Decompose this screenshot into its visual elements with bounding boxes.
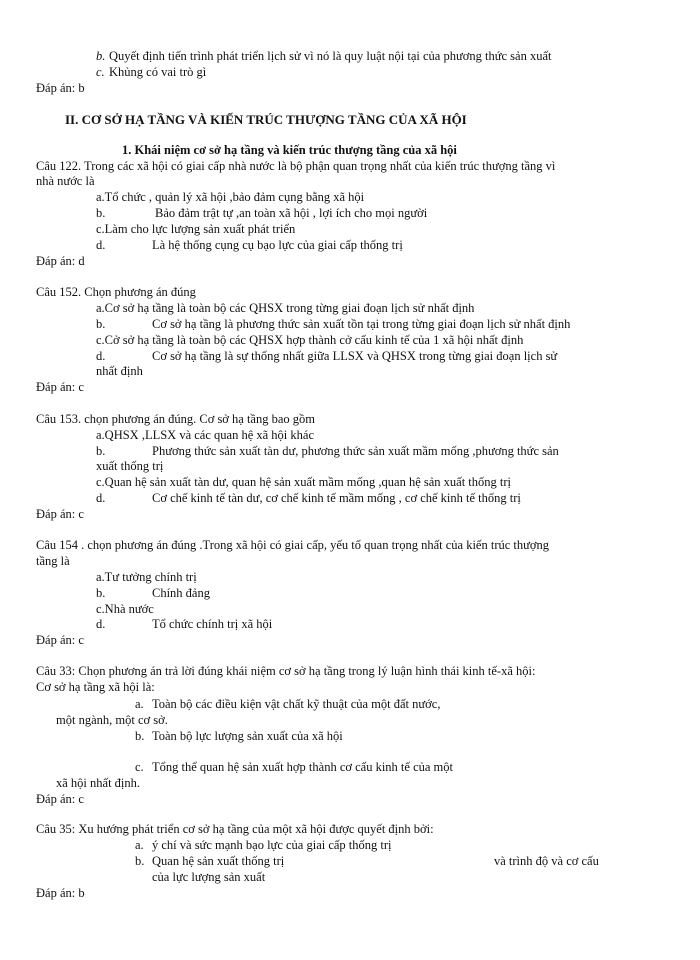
q152-stem: Câu 152. Chọn phương án đúng [36, 285, 196, 299]
q35-option-b: Quan hệ sản xuất thống trị [152, 854, 285, 868]
q152-option-d-cont: nhất định [96, 364, 143, 378]
top-option-b: Quyết định tiến trình phát triển lịch sử vì nó là quy luật nội tại của phương thức sản xuất [109, 49, 552, 63]
q122-option-d-label: d. [96, 238, 106, 252]
q33-option-c-cont: xã hội nhất định. [56, 776, 141, 790]
q122-stem-cont: nhà nước là [36, 174, 95, 188]
q33-option-c: Tổng thể quan hệ sản xuất hợp thành cơ cấu kinh tế của một [152, 760, 453, 774]
q152-option-d: Cơ sở hạ tầng là sự thống nhất giữa LLSX và QHSX trong từng giai đoạn lịch sử [152, 349, 558, 363]
q154-answer: Đáp án: c [36, 633, 84, 647]
q33-option-a: Toàn bộ các điều kiện vật chất kỹ thuật của một đất nước, [152, 697, 441, 711]
q122-answer: Đáp án: d [36, 254, 85, 268]
q153-answer: Đáp án: c [36, 507, 84, 521]
q154-option-d-label: d. [96, 617, 106, 631]
q35-option-a: ý chí và sức mạnh bạo lực của giai cấp thống trị [152, 838, 392, 852]
q33-stem-cont: Cơ sở hạ tầng xã hội là: [36, 680, 155, 694]
q122-option-a: a.Tổ chức , quản lý xã hội ,bảo đảm cụng bằng xã hội [96, 190, 365, 204]
q152-option-a: a.Cơ sở hạ tầng là toàn bộ các QHSX trong từng giai đoạn lịch sử nhất định [96, 301, 475, 315]
q153-option-b-label: b. [96, 444, 106, 458]
q152-answer: Đáp án: c [36, 380, 84, 394]
q153-option-d: Cơ chế kinh tế tàn dư, cơ chế kinh tế mầm mống , cơ chế kinh tế thống trị [152, 491, 521, 505]
q33-option-c-label: c. [135, 760, 144, 774]
q33-option-b: Toàn bộ lực lượng sản xuất của xã hội [152, 729, 343, 743]
q153-option-a: a.QHSX ,LLSX và các quan hệ xã hội khác [96, 428, 314, 442]
q154-stem: Câu 154 . chọn phương án đúng .Trong xã hội có giai cấp, yếu tố quan trọng nhất của kiến trúc thượng [36, 538, 550, 552]
q33-option-a-cont: một ngành, một cơ sở. [56, 713, 168, 727]
q154-option-b-label: b. [96, 586, 106, 600]
q35-option-b-label: b. [135, 854, 145, 868]
q153-option-b-cont: xuất thống trị [96, 459, 164, 473]
q35-option-a-label: a. [135, 838, 144, 852]
q153-option-d-label: d. [96, 491, 106, 505]
section-title: II. CƠ SỞ HẠ TẦNG VÀ KIẾN TRÚC THƯỢNG TẦNG CỦA XÃ HỘI [65, 112, 467, 127]
q154-stem-cont: tầng là [36, 554, 70, 568]
q33-option-b-label: b. [135, 729, 145, 743]
top-answer: Đáp án: b [36, 81, 85, 95]
q122-option-b-label: b. [96, 206, 106, 220]
q152-option-b-label: b. [96, 317, 106, 331]
top-option-c-label: c. [96, 65, 105, 79]
q152-option-c: c.Cở sở hạ tầng là toàn bộ các QHSX hợp thành cở cấu kinh tế của 1 xã hội nhất định [96, 333, 524, 347]
q35-option-b-cont: của lực lượng sản xuất [152, 870, 266, 884]
q152-option-b: Cơ sở hạ tầng là phương thức sản xuất tồn tại trong từng giai đoạn lịch sử nhất định [152, 317, 571, 331]
q33-answer: Đáp án: c [36, 792, 84, 806]
q122-option-c: c.Làm cho lực lượng sản xuất phát triển [96, 222, 296, 236]
q35-stem: Câu 35: Xu hướng phát triển cơ sở hạ tầng của một xã hội được quyết định bởi: [36, 822, 434, 836]
subsection-title: 1. Khái niệm cơ sở hạ tầng và kiến trúc thượng tầng của xã hội [122, 143, 457, 157]
q122-option-b: Bảo đảm trật tự ,an toàn xã hội , lợi ích cho mọi người [155, 206, 428, 220]
top-option-b-label: b. [96, 49, 106, 63]
top-option-c: Khủng có vai trò gì [109, 65, 207, 79]
q154-option-c: c.Nhà nước [96, 602, 154, 616]
q35-option-b-right: và trình độ và cơ cấu [494, 854, 599, 868]
q153-option-b: Phương thức sản xuất tàn dư, phương thức sản xuất mầm mống ,phương thức sản [152, 444, 559, 458]
q33-option-a-label: a. [135, 697, 144, 711]
q153-option-c: c.Quan hệ sản xuất tàn dư, quan hệ sản xuất mầm mống ,quan hệ sản xuất thống trị [96, 475, 512, 489]
q154-option-a: a.Tư tưởng chính trị [96, 570, 197, 584]
q153-stem: Câu 153. chọn phương án đúng. Cơ sở hạ tầng bao gồm [36, 412, 316, 426]
q122-stem: Câu 122. Trong các xã hội có giai cấp nhà nước là bộ phận quan trọng nhất của kiến trúc thượng tầng vì [36, 159, 556, 173]
q122-option-d: Là hệ thống cụng cụ bạo lực của giai cấp thống trị [152, 238, 403, 252]
q152-option-d-label: d. [96, 349, 106, 363]
q154-option-d: Tổ chức chính trị xã hội [152, 617, 273, 631]
q33-stem: Câu 33: Chọn phương án trả lời đúng khái niệm cơ sở hạ tầng trong lý luận hình thái kinh tế-xã hội: [36, 664, 536, 678]
q35-answer: Đáp án: b [36, 886, 85, 900]
q154-option-b: Chính đảng [152, 586, 210, 600]
